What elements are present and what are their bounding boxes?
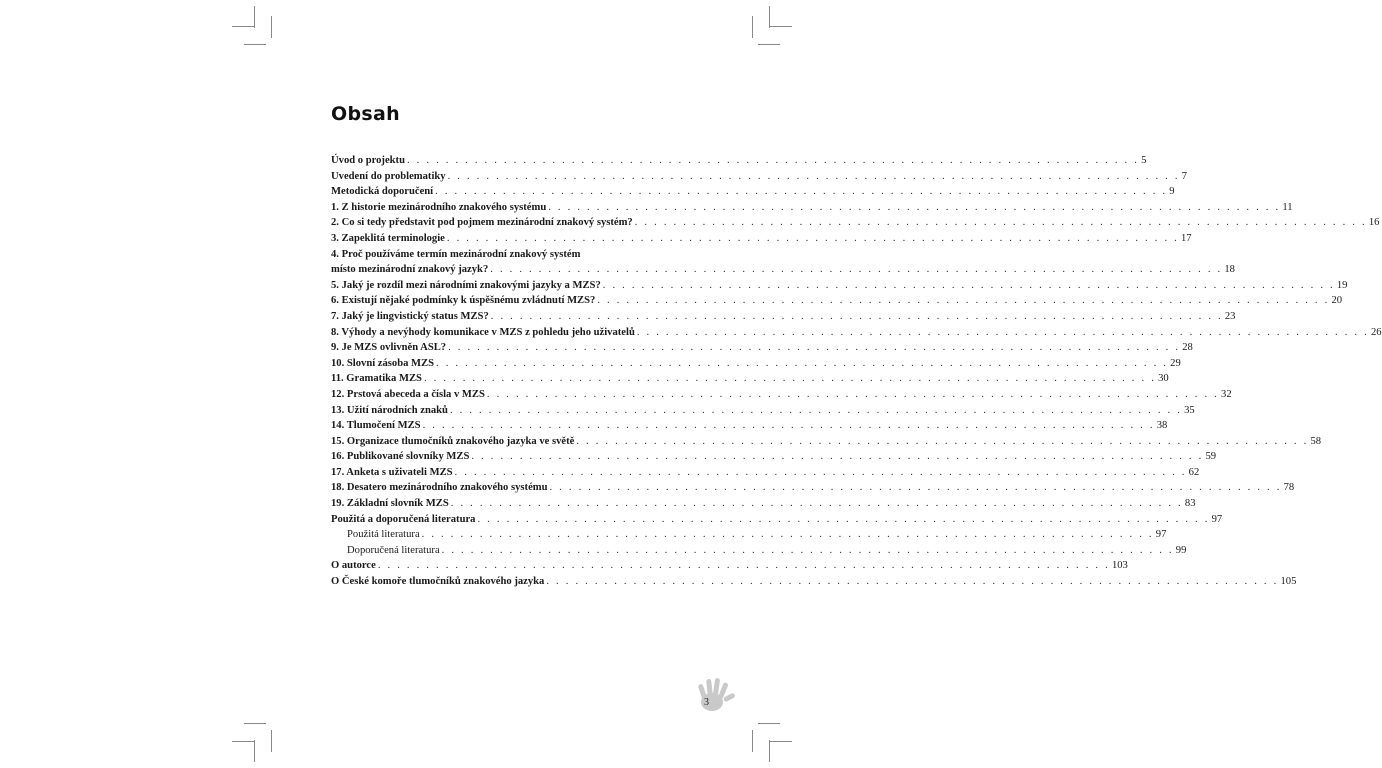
toc-entry-label: 2. Co si tedy představit pod pojmem mezinárodní znakový systém? [331, 217, 633, 229]
toc-dot-leader: . . . . . . . . . . . . . . . . . . . . . . . . . . . . . . . . . . . . . . . . . . . . . . . . . . . . . . . . . . . . . . . . . . . . . . . . . . . . [602, 279, 1335, 291]
toc-dot-leader: . . . . . . . . . . . . . . . . . . . . . . . . . . . . . . . . . . . . . . . . . . . . . . . . . . . . . . . . . . . . . . . . . . . . . . . . . . . . [490, 264, 1223, 276]
toc-entry-label: 5. Jaký je rozdíl mezi národními znakovými jazyky a MZS? [331, 279, 601, 291]
toc-entry-label: 12. Prstová abeceda a čísla v MZS [331, 388, 485, 400]
toc-dot-leader: . . . . . . . . . . . . . . . . . . . . . . . . . . . . . . . . . . . . . . . . . . . . . . . . . . . . . . . . . . . . . . . . . . . . . . . . . . . . [486, 388, 1220, 400]
toc-dot-leader: . . . . . . . . . . . . . . . . . . . . . . . . . . . . . . . . . . . . . . . . . . . . . . . . . . . . . . . . . . . . . . . . . . . . . . . . . . . . [436, 357, 1169, 369]
toc-entry [331, 153, 1147, 169]
toc-entry-label: 9. Je MZS ovlivněn ASL? [331, 342, 447, 354]
toc-entry [331, 496, 1196, 512]
toc-entry-label: 10. Slovní zásoba MZS [331, 357, 435, 369]
toc-dot-leader: . . . . . . . . . . . . . . . . . . . . . . . . . . . . . . . . . . . . . . . . . . . . . . . . . . . . . . . . . . . . . . . . . . . . . . . . . . . . [548, 201, 1281, 213]
toc-entry-page: 38 [1156, 420, 1168, 432]
toc-entry-page: 62 [1188, 466, 1200, 478]
toc-entry [331, 558, 1128, 574]
toc-entry-label: O České komoře tlumočníků znakového jazyka [331, 576, 545, 588]
toc-dot-leader: . . . . . . . . . . . . . . . . . . . . . . . . . . . . . . . . . . . . . . . . . . . . . . . . . . . . . . . . . . . . . . . . . . . . . . . . . . . . [490, 310, 1223, 322]
toc-entry-label: 17. Anketa s uživateli MZS [331, 466, 453, 478]
toc-dot-leader: . . . . . . . . . . . . . . . . . . . . . . . . . . . . . . . . . . . . . . . . . . . . . . . . . . . . . . . . . . . . . . . . . . . . . . . . . . . . [576, 435, 1309, 447]
toc-entry-page: 78 [1283, 482, 1295, 494]
toc-entry-page: 97 [1211, 513, 1223, 525]
toc-entry-label: 3. Zapeklitá terminologie [331, 232, 445, 244]
toc-entry-page: 99 [1175, 544, 1187, 556]
toc-entry [331, 309, 1236, 325]
toc-entry-label: Uvedení do problematiky [331, 170, 446, 182]
toc-dot-leader: . . . . . . . . . . . . . . . . . . . . . . . . . . . . . . . . . . . . . . . . . . . . . . . . . . . . . . . . . . . . . . . . . . . . . . . . . . . . [597, 295, 1330, 307]
toc-entry-page: 26 [1370, 326, 1382, 338]
toc-dot-leader: . . . . . . . . . . . . . . . . . . . . . . . . . . . . . . . . . . . . . . . . . . . . . . . . . . . . . . . . . . . . . . . . . . . . . . . . . . . . [448, 342, 1181, 354]
toc-entry-label: Metodická doporučení [331, 186, 434, 198]
toc-dot-leader: . . . . . . . . . . . . . . . . . . . . . . . . . . . . . . . . . . . . . . . . . . . . . . . . . . . . . . . . . . . . . . . . . . . . . . . . . . . . [450, 498, 1183, 510]
toc-entry [331, 512, 1223, 528]
toc-entry-label: 19. Základní slovník MZS [331, 498, 449, 510]
toc-entry-label: 11. Gramatika MZS [331, 373, 422, 385]
toc-entry-label: O autorce [331, 560, 376, 572]
page-title: Obsah [331, 103, 400, 125]
toc-entry [331, 247, 704, 263]
toc-entry-page: 19 [1336, 279, 1348, 291]
toc-entry-page: 9 [1169, 186, 1175, 198]
toc-dot-leader: . . . . . . . . . . . . . . . . . . . . . . . . . . . . . . . . . . . . . . . . . . . . . . . . . . . . . . . . . . . . . . . . . . . . . . . . . . . . [435, 186, 1168, 198]
toc-entry-label: 6. Existují nějaké podmínky k úspěšnému zvládnutí MZS? [331, 295, 596, 307]
toc-entry [331, 169, 1188, 185]
toc-entry-page: 32 [1221, 388, 1232, 400]
table-of-contents [331, 153, 1382, 590]
toc-entry-page: 35 [1184, 404, 1195, 416]
toc-dot-leader: . . . . . . . . . . . . . . . . . . . . . . . . . . . . . . . . . . . . . . . . . . . . . . . . . . . . . . . . . . . . . . . . . . . . . . . . . . . . [423, 373, 1157, 385]
toc-entry [331, 262, 1235, 278]
toc-dot-leader: . . . . . . . . . . . . . . . . . . . . . . . . . . . . . . . . . . . . . . . . . . . . . . . . . . . . . . . . . . . . . . . . . . . . . . . . . . . . [471, 451, 1204, 463]
toc-dot-leader: . . . . . . . . . . . . . . . . . . . . . . . . . . . . . . . . . . . . . . . . . . . . . . . . . . . . . . . . . . . . . . . . . . . . . . . . . . . . [449, 404, 1183, 416]
toc-entry-label: Doporučená literatura [347, 544, 440, 556]
toc-entry [331, 387, 1232, 403]
hand-icon [694, 675, 738, 715]
toc-entry-page: 29 [1170, 357, 1181, 369]
toc-entry [331, 325, 1382, 341]
toc-dot-leader: . . . . . . . . . . . . . . . . . . . . . . . . . . . . . . . . . . . . . . . . . . . . . . . . . . . . . . . . . . . . . . . . . . . . . . . . . . . . [406, 155, 1140, 166]
toc-entry [331, 543, 1187, 559]
toc-entry-label: 7. Jaký je lingvistický status MZS? [331, 310, 489, 322]
toc-entry-page: 28 [1182, 342, 1193, 354]
toc-dot-leader: . . . . . . . . . . . . . . . . . . . . . . . . . . . . . . . . . . . . . . . . . . . . . . . . . . . . . . . . . . . . . . . . . . . . . . . . . . . . [549, 482, 1282, 494]
toc-entry-label: 1. Z historie mezinárodního znakového systému [331, 201, 547, 213]
toc-entry [331, 527, 1167, 543]
toc-entry-page: 20 [1331, 295, 1343, 307]
toc-entry [331, 184, 1175, 200]
toc-entry-page: 105 [1280, 576, 1297, 588]
toc-entry [331, 574, 1297, 590]
toc-dot-leader: . . . . . . . . . . . . . . . . . . . . . . . . . . . . . . . . . . . . . . . . . . . . . . . . . . . . . . . . . . . . . . . . . . . . . . . . . . . . [636, 326, 1369, 338]
toc-entry-page: 5 [1141, 155, 1147, 166]
toc-entry-page: 11 [1282, 201, 1293, 213]
toc-entry-page: 16 [1368, 217, 1380, 229]
toc-entry [331, 293, 1343, 309]
toc-entry-label: 14. Tlumočení MZS [331, 420, 421, 432]
toc-entry-page: 83 [1184, 498, 1196, 510]
toc-entry-page: 23 [1224, 310, 1236, 322]
toc-entry [331, 278, 1348, 294]
toc-dot-leader: . . . . . . . . . . . . . . . . . . . . . . . . . . . . . . . . . . . . . . . . . . . . . . . . . . . . . . . . . . . . . . . . . . . . . . . . . . . . [377, 560, 1110, 572]
toc-entry-label: Použitá literatura [347, 529, 420, 541]
toc-dot-leader: . . . . . . . . . . . . . . . . . . . . . . . . . . . . . . . . . . . . . . . . . . . . . . . . . . . . . . . . . . . . . . . . . . . . . . . . . . . . [634, 217, 1367, 229]
toc-entry [331, 434, 1322, 450]
toc-entry [331, 418, 1168, 434]
toc-entry [331, 356, 1181, 372]
toc-entry-label: Použitá a doporučená literatura [331, 513, 476, 525]
toc-dot-leader: . . . . . . . . . . . . . . . . . . . . . . . . . . . . . . . . . . . . . . . . . . . . . . . . . . . . . . . . . . . . . . . . . . . . . . . . . . . . [422, 420, 1155, 432]
toc-entry-page: 30 [1158, 373, 1169, 385]
toc-entry-label: 18. Desatero mezinárodního znakového systému [331, 482, 548, 494]
toc-dot-leader: . . . . . . . . . . . . . . . . . . . . . . . . . . . . . . . . . . . . . . . . . . . . . . . . . . . . . . . . . . . . . . . . . . . . . . . . . . . . [441, 544, 1174, 556]
toc-entry-label: 8. Výhody a nevýhody komunikace v MZS z pohledu jeho uživatelů [331, 326, 635, 338]
toc-dot-leader: . . . . . . . . . . . . . . . . . . . . . . . . . . . . . . . . . . . . . . . . . . . . . . . . . . . . . . . . . . . . . . . . . . . . . . . . . . . . [477, 513, 1210, 525]
toc-dot-leader: . . . . . . . . . . . . . . . . . . . . . . . . . . . . . . . . . . . . . . . . . . . . . . . . . . . . . . . . . . . . . . . . . . . . . . . . . . . . [447, 170, 1180, 182]
toc-entry [331, 215, 1380, 231]
toc-entry-label: 4. Proč používáme termín mezinárodní znakový systém [331, 248, 581, 260]
toc-dot-leader: . . . . . . . . . . . . . . . . . . . . . . . . . . . . . . . . . . . . . . . . . . . . . . . . . . . . . . . . . . . . . . . . . . . . . . . . . . . . [454, 466, 1187, 478]
toc-entry-page: 59 [1205, 451, 1217, 463]
toc-entry [331, 340, 1193, 356]
toc-entry-label: místo mezinárodní znakový jazyk? [331, 264, 489, 276]
toc-entry-label: Úvod o projektu [331, 155, 405, 166]
toc-entry-page: 18 [1224, 264, 1235, 276]
page-number: 3 [704, 697, 709, 708]
toc-entry [331, 231, 1192, 247]
toc-entry [331, 371, 1169, 387]
toc-entry [331, 465, 1200, 481]
toc-entry-page: 97 [1155, 529, 1167, 541]
toc-entry [331, 449, 1217, 465]
toc-entry [331, 403, 1195, 419]
toc-dot-leader: . . . . . . . . . . . . . . . . . . . . . . . . . . . . . . . . . . . . . . . . . . . . . . . . . . . . . . . . . . . . . . . . . . . . . . . . . . . . [421, 529, 1154, 541]
toc-entry-page: 58 [1310, 435, 1322, 447]
toc-entry-page: 103 [1111, 560, 1128, 572]
toc-dot-leader: . . . . . . . . . . . . . . . . . . . . . . . . . . . . . . . . . . . . . . . . . . . . . . . . . . . . . . . . . . . . . . . . . . . . . . . . . . . . [546, 576, 1279, 588]
toc-entry-page: 7 [1181, 170, 1188, 182]
toc-dot-leader: . . . . . . . . . . . . . . . . . . . . . . . . . . . . . . . . . . . . . . . . . . . . . . . . . . . . . . . . . . . . . . . . . . . . . . . . . . . . [446, 232, 1179, 244]
toc-entry [331, 480, 1295, 496]
toc-entry-label: 13. Užití národních znaků [331, 404, 448, 416]
toc-entry-label: 15. Organizace tlumočníků znakového jazyka ve světě [331, 435, 575, 447]
toc-entry [331, 200, 1293, 216]
toc-entry-page: 17 [1181, 232, 1192, 244]
toc-entry-label: 16. Publikované slovníky MZS [331, 451, 470, 463]
